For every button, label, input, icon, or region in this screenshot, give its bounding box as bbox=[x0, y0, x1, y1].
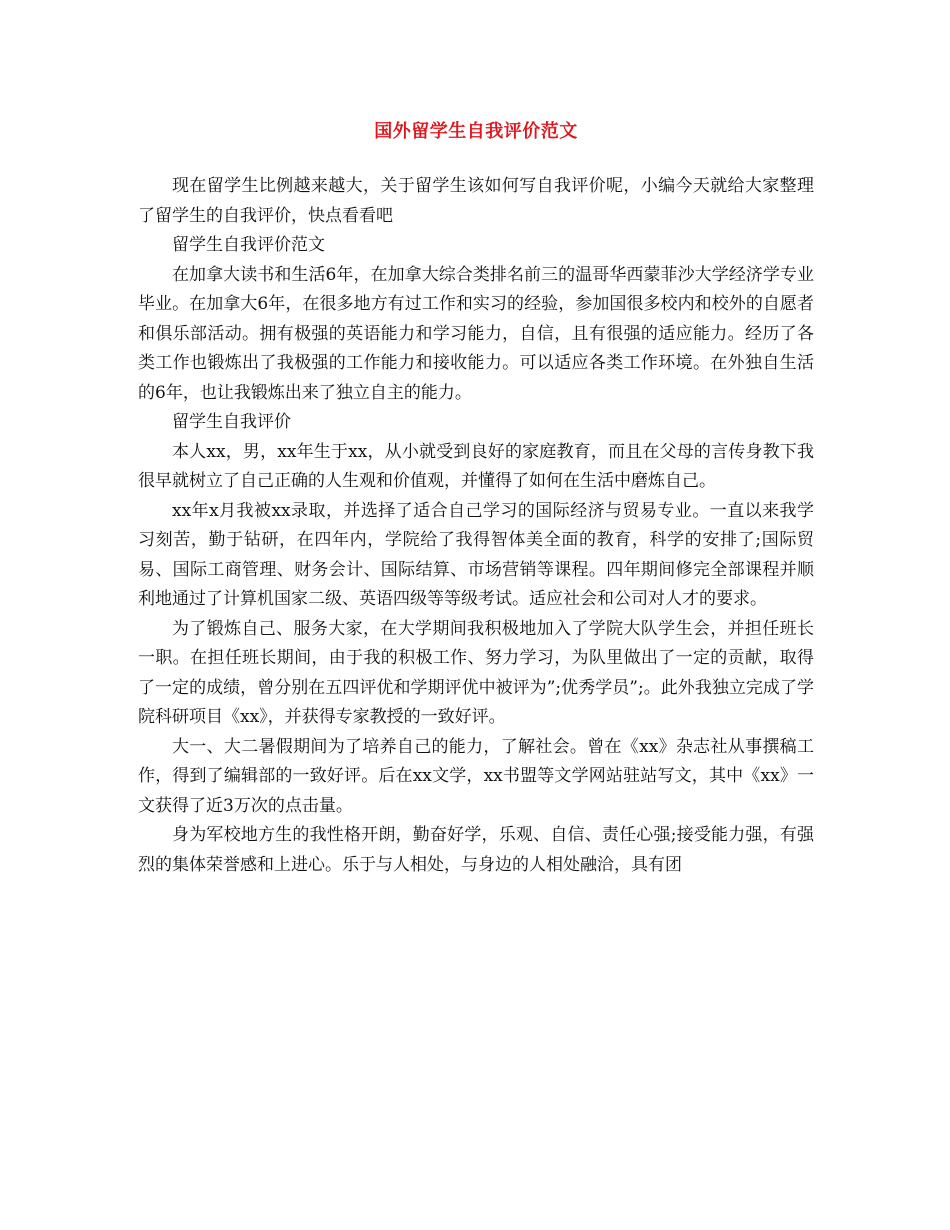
document-body bbox=[138, 118, 814, 880]
paragraph-canada: 在加拿大读书和生活6年，在加拿大综合类排名前三的温哥华西蒙菲沙大学经济学专业毕业。在加拿大6年，在很多地方有过工作和实习的经验，参加国很多校内和校外的自愿者和俱乐部活动。拥有极强的英语能力和学习能力，自信，且有很强的适应能力。经历了各类工作也锻炼出了我极强的工作能力和接收能力。可以适应各类工作环境。在外独自生活的6年，也让我锻炼出来了独立自主的能力。 bbox=[138, 264, 814, 403]
section-heading-sample: 留学生自我评价范文 bbox=[172, 235, 325, 255]
paragraph-background: 本人xx，男，xx年生于xx，从小就受到良好的家庭教育，而且在父母的言传身教下我很早就树立了自己正确的人生观和价值观，并懂得了如何在生活中磨炼自己。 bbox=[138, 441, 814, 491]
document-title: 国外留学生自我评价范文 bbox=[374, 121, 578, 142]
paragraph-study: xx年x月我被xx录取，并选择了适合自己学习的国际经济与贸易专业。一直以来我学习刻苦，勤于钻研，在四年内，学院给了我得智体美全面的教育，科学的安排了;国际贸易、国际工商管理、财务会计、国际结算、市场营销等课程。四年期间修完全部课程并顺利地通过了计算机国家二级、英语四级等等级考试。适应社会和公司对人才的要求。 bbox=[138, 500, 814, 609]
paragraph-summer: 大一、大二暑假期间为了培养自己的能力，了解社会。曾在《xx》杂志社从事撰稿工作，得到了编辑部的一致好评。后在xx文学，xx书盟等文学网站驻站写文，其中《xx》一文获得了近3万次的点击量。 bbox=[138, 736, 814, 816]
section-heading-self-evaluation: 留学生自我评价 bbox=[172, 412, 291, 432]
paragraph-personality: 身为军校地方生的我性格开朗，勤奋好学，乐观、自信、责任心强;接受能力强，有强烈的集体荣誉感和上进心。乐于与人相处，与身边的人相处融洽，具有团 bbox=[138, 825, 814, 875]
paragraph-student-union: 为了锻炼自己、服务大家，在大学期间我积极地加入了学院大队学生会，并担任班长一职。在担任班长期间，由于我的积极工作、努力学习，为队里做出了一定的贡献，取得了一定的成绩，曾分别在五四评优和学期评优中被评为”;优秀学员”;。此外我独立完成了学院科研项目《xx》，并获得专家教授的一致好评。 bbox=[138, 618, 814, 727]
paragraph-intro: 现在留学生比例越来越大，关于留学生该如何写自我评价呢，小编今天就给大家整理了留学生的自我评价，快点看看吧 bbox=[138, 176, 814, 226]
